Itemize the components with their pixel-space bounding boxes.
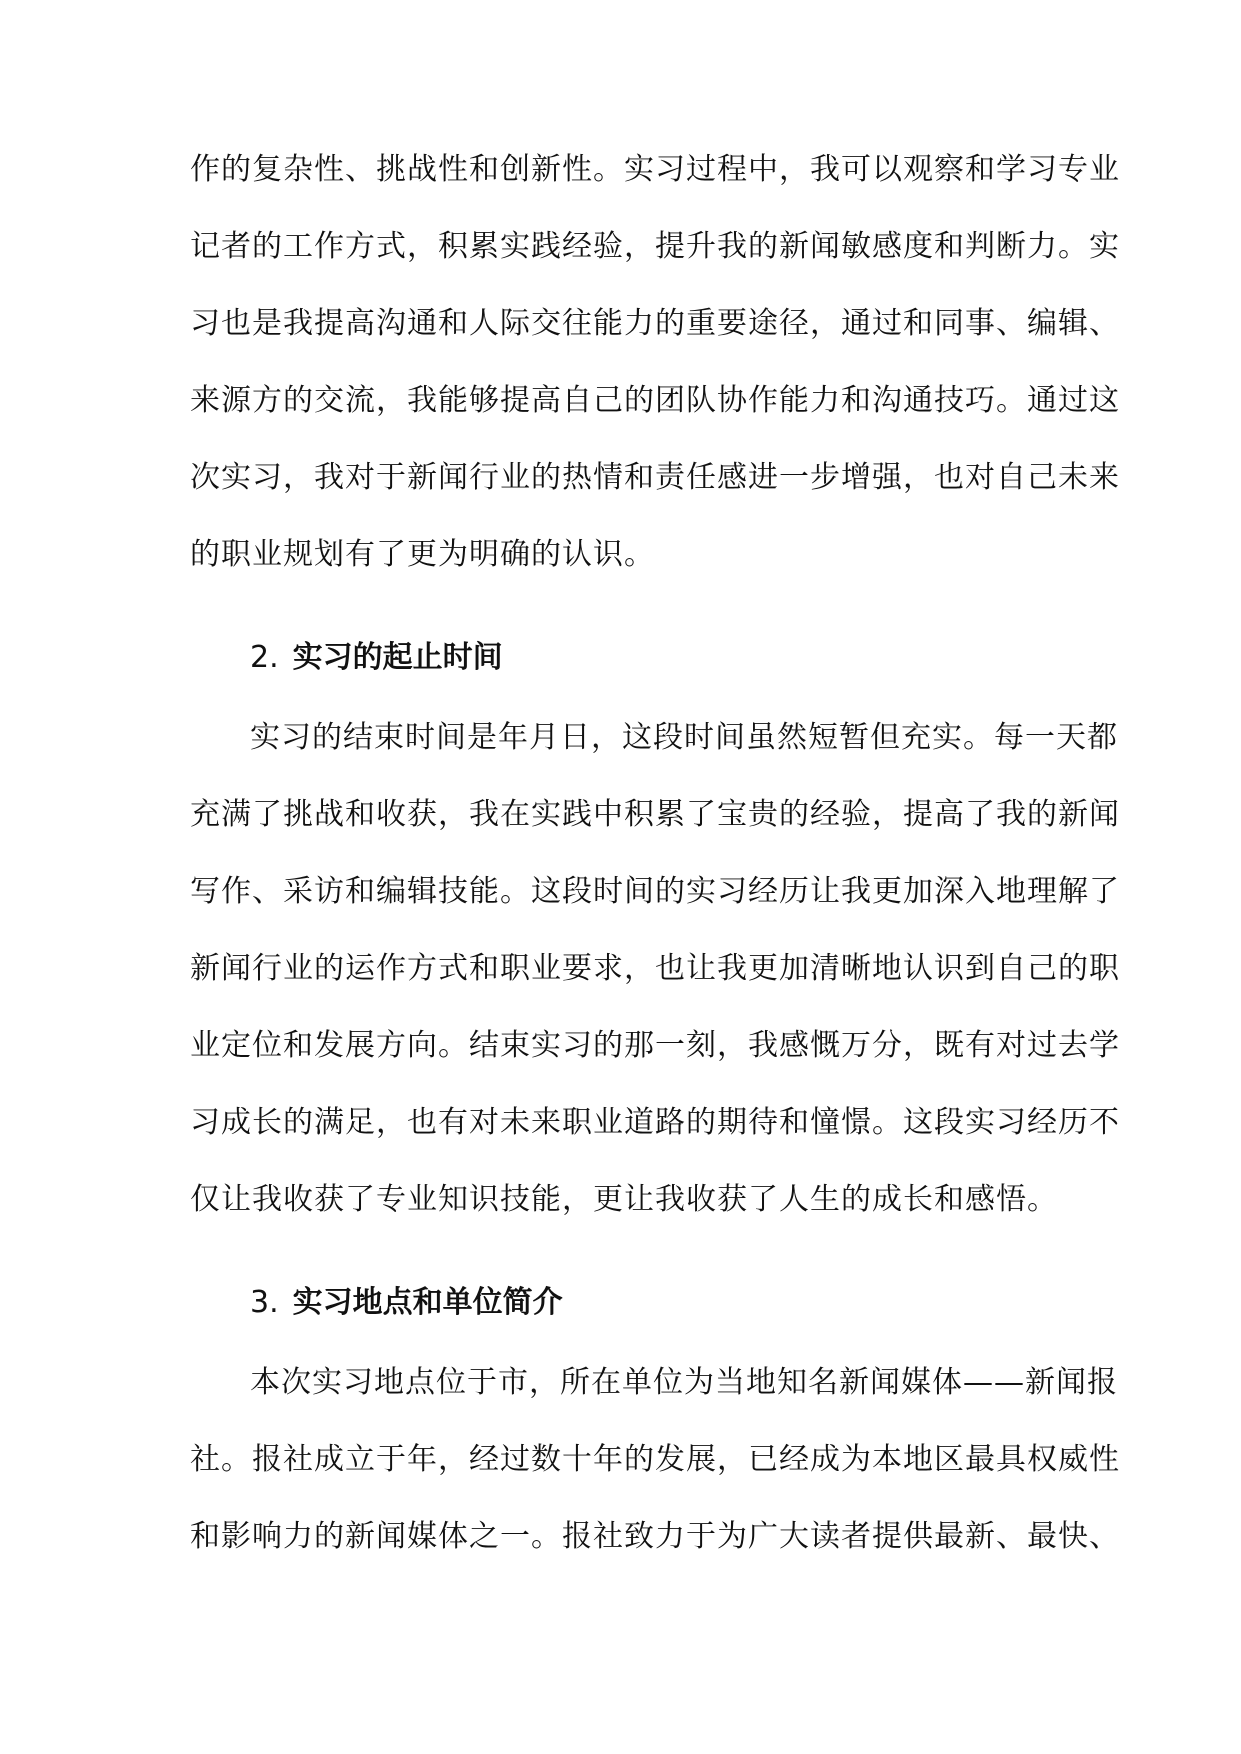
section-title: 实习的起止时间 — [292, 640, 503, 675]
section-heading-2 — [250, 638, 503, 678]
paragraph-line: 来源方的交流，我能够提高自己的团队协作能力和沟通技巧。通过这 — [190, 383, 1120, 418]
section-number: 3. — [250, 1285, 279, 1320]
paragraph-line: 和影响力的新闻媒体之一。报社致力于为广大读者提供最新、最快、 — [190, 1519, 1120, 1554]
paragraph-line: 仅让我收获了专业知识技能，更让我收获了人生的成长和感悟。 — [190, 1182, 1058, 1217]
paragraph-line: 本次实习地点位于市，所在单位为当地知名新闻媒体——新闻报 — [250, 1365, 1118, 1400]
paragraph-line: 社。报社成立于年，经过数十年的发展，已经成为本地区最具权威性 — [190, 1442, 1120, 1477]
section-heading-3 — [250, 1283, 563, 1323]
paragraph-line: 业定位和发展方向。结束实习的那一刻，我感慨万分，既有对过去学 — [190, 1028, 1120, 1063]
paragraph-line: 记者的工作方式，积累实践经验，提升我的新闻敏感度和判断力。实 — [190, 229, 1120, 264]
section-number: 2. — [250, 640, 279, 675]
paragraph-line: 的职业规划有了更为明确的认识。 — [190, 537, 655, 572]
paragraph-line: 实习的结束时间是年月日，这段时间虽然短暂但充实。每一天都 — [250, 720, 1118, 755]
paragraph-line: 写作、采访和编辑技能。这段时间的实习经历让我更加深入地理解了 — [190, 874, 1120, 909]
section-title: 实习地点和单位简介 — [292, 1285, 563, 1320]
paragraph-line: 充满了挑战和收获，我在实践中积累了宝贵的经验，提高了我的新闻 — [190, 797, 1120, 832]
paragraph-line: 作的复杂性、挑战性和创新性。实习过程中，我可以观察和学习专业 — [190, 152, 1120, 187]
paragraph-line: 新闻行业的运作方式和职业要求，也让我更加清晰地认识到自己的职 — [190, 951, 1120, 986]
paragraph-line: 习也是我提高沟通和人际交往能力的重要途径，通过和同事、编辑、 — [190, 306, 1120, 341]
paragraph-line: 次实习，我对于新闻行业的热情和责任感进一步增强，也对自己未来 — [190, 460, 1120, 495]
paragraph-line: 习成长的满足，也有对未来职业道路的期待和憧憬。这段实习经历不 — [190, 1105, 1120, 1140]
